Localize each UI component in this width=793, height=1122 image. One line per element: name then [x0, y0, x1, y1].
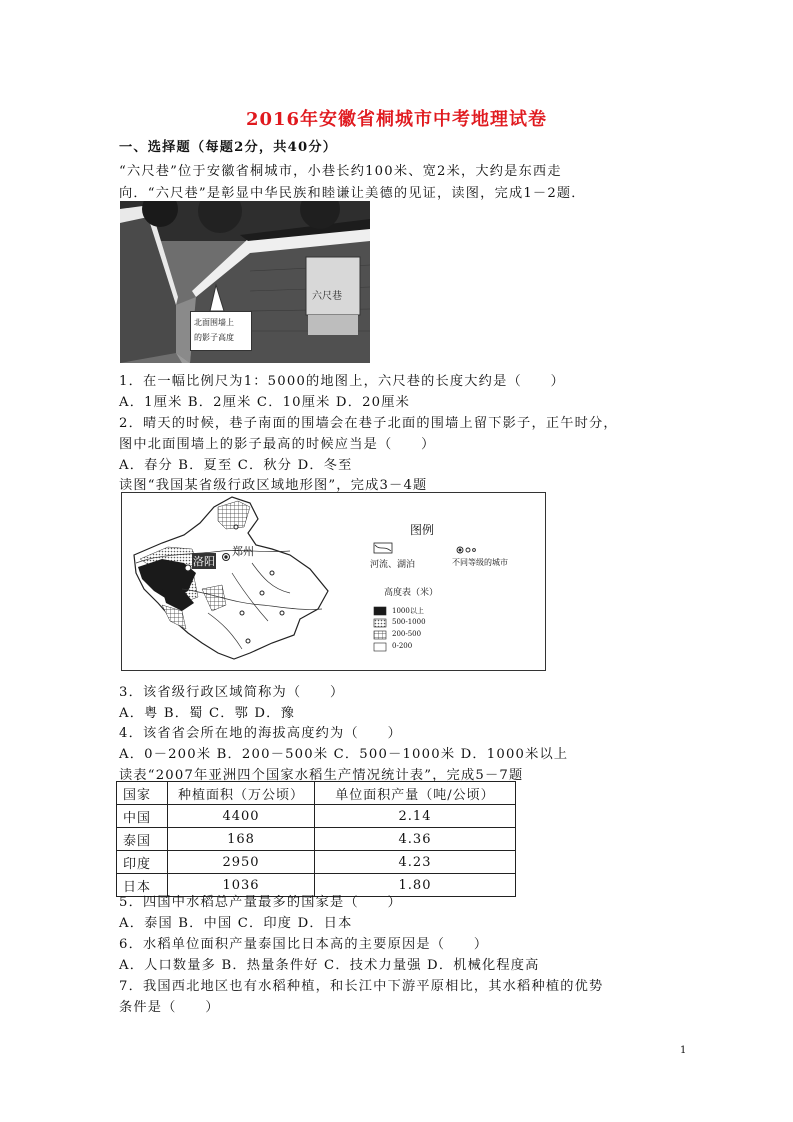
table-row: [117, 828, 516, 851]
table-header-row: [117, 782, 516, 805]
plaque-text: 六尺巷: [312, 291, 342, 302]
question-6-options: A．人口数量多 B．热量条件好 C．技术力量强 D．机械化程度高: [119, 958, 540, 973]
question-4-options: A．0－200米 B．200－500米 C．500－1000米 D．1000米以上: [119, 747, 569, 762]
legend-title: 图例: [410, 523, 435, 537]
question-7-line-2: 条件是（ ）: [119, 1000, 220, 1015]
rice-production-table: [116, 781, 516, 897]
table-intro: 读表“2007年亚洲四个国家水稻生产情况统计表”，完成5－7题: [119, 768, 524, 783]
legend-elev-4: 0-200: [392, 642, 413, 650]
header-area: 种植面积（万公顷）: [168, 782, 315, 805]
cell-area: 4400: [168, 805, 315, 828]
table-row: [117, 851, 516, 874]
question-3-options: A．粤 B．蜀 C．鄂 D．豫: [119, 706, 295, 721]
question-4: 4．该省省会所在地的海拔高度约为（ ）: [119, 726, 402, 741]
question-2-line-1: 2．晴天的时候，巷子南面的围墙会在巷子北面的围墙上留下影子，正午时分，: [119, 416, 618, 431]
cell-yield: 1.80: [315, 874, 516, 897]
question-6: 6．水稻单位面积产量泰国比日本高的主要原因是（ ）: [119, 937, 489, 952]
question-7-line-1: 7．我国西北地区也有水稻种植，和长江中下游平原相比，其水稻种植的优势: [119, 979, 604, 994]
callout-line-2: 的影子高度: [194, 333, 234, 342]
cell-country: 日本: [117, 874, 168, 897]
cell-country: 中国: [117, 805, 168, 828]
cell-country: 泰国: [117, 828, 168, 851]
section-heading: 一、选择题（每题2分，共40分）: [119, 140, 338, 155]
exam-title: 2016年安徽省桐城市中考地理试卷: [245, 109, 548, 130]
callout-line-1: 北面围墙上: [194, 318, 234, 327]
legend-city-label: 不同等级的城市: [452, 558, 508, 567]
cell-area: 168: [168, 828, 315, 851]
alley-photo: [120, 201, 370, 363]
legend-elev-2: 500-1000: [392, 618, 426, 626]
table-row: [117, 805, 516, 828]
question-2-line-2: 图中北面围墙上的影子最高的时候应当是（ ）: [119, 437, 436, 452]
question-5-options: A．泰国 B．中国 C．印度 D．日本: [119, 916, 353, 931]
cell-country: 印度: [117, 851, 168, 874]
city-label-luoyang: 洛阳: [193, 555, 215, 568]
province-map: [121, 492, 546, 671]
legend-elev-3: 200-500: [392, 630, 422, 638]
question-3: 3．该省级行政区域简称为（ ）: [119, 685, 345, 700]
header-yield: 单位面积产量（吨/公顷）: [315, 782, 516, 805]
legend-elev-1: 1000以上: [392, 607, 424, 615]
cell-yield: 4.23: [315, 851, 516, 874]
header-country: 国家: [117, 782, 168, 805]
cell-yield: 4.36: [315, 828, 516, 851]
legend-river-label: 河流、湖泊: [370, 560, 416, 570]
map-intro: 读图“我国某省级行政区域地形图”，完成3－4题: [119, 478, 428, 493]
question-5: 5．四国中水稻总产量最多的国家是（ ）: [119, 895, 402, 910]
cell-yield: 2.14: [315, 805, 516, 828]
question-1: 1．在一幅比例尺为1：5000的地图上，六尺巷的长度大约是（ ）: [119, 374, 566, 389]
cell-area: 1036: [168, 874, 315, 897]
intro-line-1: “六尺巷”位于安徽省桐城市，小巷长约100米、宽2米，大约是东西走: [119, 164, 562, 179]
legend-elevation-title: 高度表（米）: [384, 588, 439, 598]
question-1-options: A．1厘米 B．2厘米 C．10厘米 D．20厘米: [119, 395, 411, 410]
city-label-zhengzhou: 郑州: [232, 545, 254, 558]
callout-pointer: [120, 201, 370, 363]
cell-area: 2950: [168, 851, 315, 874]
page-number: 1: [680, 1045, 687, 1056]
intro-line-2: 向．“六尺巷”是彰显中华民族和睦谦让美德的见证，读图，完成1－2题．: [119, 186, 586, 201]
question-2-options: A．春分 B．夏至 C．秋分 D．冬至: [119, 458, 353, 473]
